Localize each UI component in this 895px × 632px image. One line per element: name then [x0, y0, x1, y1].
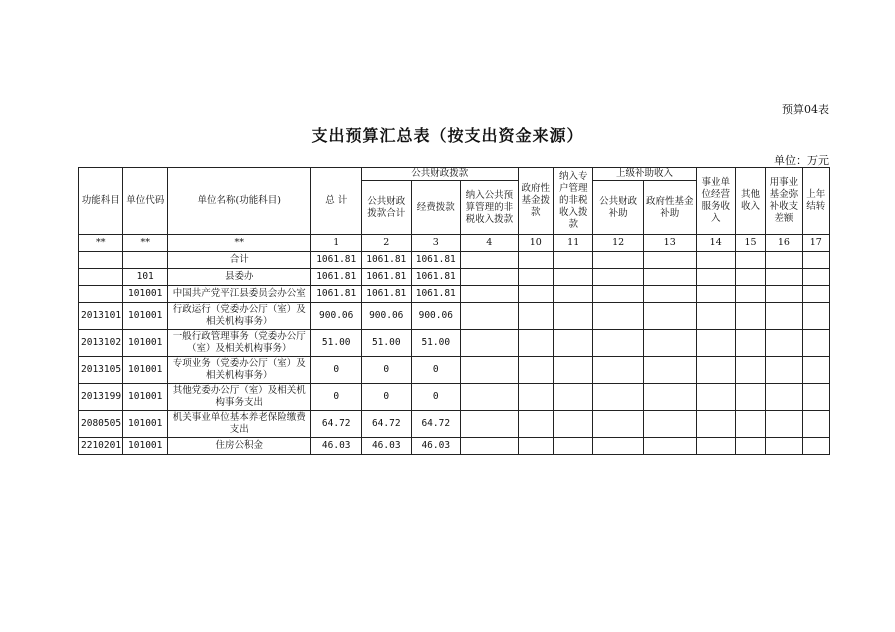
cell-empty — [461, 330, 519, 357]
cell-public-fiscal-sub: 1061.81 — [361, 269, 411, 286]
cell-empty — [643, 303, 696, 330]
cell-func-code: 2080505 — [79, 411, 123, 438]
page-title: 支出预算汇总表（按支出资金来源） — [311, 126, 584, 145]
cell-empty — [735, 269, 765, 286]
header-gov-fund-subsidy: 政府性基金补助 — [643, 181, 696, 235]
cell-expense: 0 — [411, 384, 461, 411]
index-cell: 13 — [643, 235, 696, 252]
cell-empty — [593, 384, 644, 411]
index-cell: ** — [167, 235, 311, 252]
index-cell: 2 — [361, 235, 411, 252]
cell-empty — [518, 252, 553, 269]
header-fund-balance: 用事业基金弥补收支差额 — [766, 168, 802, 235]
cell-public-fiscal-sub: 46.03 — [361, 438, 411, 455]
cell-expense: 46.03 — [411, 438, 461, 455]
cell-total: 1061.81 — [311, 269, 362, 286]
cell-unit-name: 专项业务（党委办公厅（室）及相关机构事务） — [167, 357, 311, 384]
cell-unit-code: 101001 — [123, 411, 167, 438]
cell-empty — [643, 269, 696, 286]
cell-expense: 1061.81 — [411, 286, 461, 303]
table-body — [79, 252, 830, 455]
index-cell: 10 — [518, 235, 553, 252]
cell-empty — [461, 286, 519, 303]
cell-unit-code: 101001 — [123, 438, 167, 455]
cell-empty — [518, 303, 553, 330]
cell-empty — [643, 252, 696, 269]
cell-empty — [802, 330, 829, 357]
cell-total: 1061.81 — [311, 252, 362, 269]
header-public-fiscal-subsidy: 公共财政补助 — [593, 181, 644, 235]
cell-empty — [735, 411, 765, 438]
cell-public-fiscal-sub: 1061.81 — [361, 252, 411, 269]
cell-empty — [802, 286, 829, 303]
header-gov-fund: 政府性基金拨款 — [518, 168, 553, 235]
cell-empty — [696, 252, 735, 269]
cell-empty — [802, 303, 829, 330]
cell-public-fiscal-sub: 0 — [361, 384, 411, 411]
cell-total: 64.72 — [311, 411, 362, 438]
header-nontax-special: 纳入专户管理的非税收入拨款 — [554, 168, 593, 235]
cell-empty — [518, 269, 553, 286]
cell-empty — [766, 303, 802, 330]
index-cell: 12 — [593, 235, 644, 252]
cell-func-code: 2013199 — [79, 384, 123, 411]
table-row — [79, 411, 830, 438]
cell-total: 0 — [311, 384, 362, 411]
table-row — [79, 330, 830, 357]
cell-empty — [461, 384, 519, 411]
index-row — [79, 235, 830, 252]
cell-empty — [518, 286, 553, 303]
cell-func-code: 2013105 — [79, 357, 123, 384]
cell-unit-code: 101 — [123, 269, 167, 286]
cell-empty — [766, 411, 802, 438]
cell-unit-code: 101001 — [123, 303, 167, 330]
cell-empty — [593, 330, 644, 357]
header-superior-subsidy: 上级补助收入 — [593, 168, 696, 181]
index-cell: 15 — [735, 235, 765, 252]
cell-total: 51.00 — [311, 330, 362, 357]
cell-empty — [554, 411, 593, 438]
table-row — [79, 303, 830, 330]
cell-empty — [554, 438, 593, 455]
cell-empty — [735, 252, 765, 269]
cell-empty — [696, 303, 735, 330]
cell-unit-name: 机关事业单位基本养老保险缴费支出 — [167, 411, 311, 438]
cell-empty — [461, 438, 519, 455]
cell-empty — [802, 411, 829, 438]
cell-unit-name: 县委办 — [167, 269, 311, 286]
cell-public-fiscal-sub: 1061.81 — [361, 286, 411, 303]
cell-empty — [766, 269, 802, 286]
header-business-income: 事业单位经营服务收入 — [696, 168, 735, 235]
cell-func-code — [79, 269, 123, 286]
cell-empty — [554, 286, 593, 303]
table-row — [79, 252, 830, 269]
cell-expense: 0 — [411, 357, 461, 384]
header-unit-code: 单位代码 — [123, 168, 167, 235]
cell-empty — [643, 438, 696, 455]
cell-empty — [593, 269, 644, 286]
cell-unit-code: 101001 — [123, 286, 167, 303]
cell-empty — [518, 330, 553, 357]
cell-total: 1061.81 — [311, 286, 362, 303]
cell-empty — [593, 303, 644, 330]
cell-expense: 64.72 — [411, 411, 461, 438]
cell-expense: 1061.81 — [411, 252, 461, 269]
cell-empty — [461, 411, 519, 438]
cell-empty — [593, 357, 644, 384]
header-total: 总 计 — [311, 168, 362, 235]
cell-expense: 1061.81 — [411, 269, 461, 286]
cell-empty — [802, 384, 829, 411]
cell-expense: 51.00 — [411, 330, 461, 357]
index-cell: 3 — [411, 235, 461, 252]
cell-empty — [518, 357, 553, 384]
header-func-code: 功能科目 — [79, 168, 123, 235]
cell-empty — [554, 357, 593, 384]
cell-total: 900.06 — [311, 303, 362, 330]
cell-empty — [802, 269, 829, 286]
cell-func-code: 2013102 — [79, 330, 123, 357]
cell-empty — [766, 286, 802, 303]
cell-empty — [461, 357, 519, 384]
cell-empty — [643, 286, 696, 303]
cell-unit-name: 住房公积金 — [167, 438, 311, 455]
cell-empty — [696, 384, 735, 411]
table-row — [79, 438, 830, 455]
cell-empty — [593, 286, 644, 303]
cell-empty — [735, 438, 765, 455]
cell-func-code: 2210201 — [79, 438, 123, 455]
table-row — [79, 357, 830, 384]
cell-func-code: 2013101 — [79, 303, 123, 330]
table-row — [79, 384, 830, 411]
cell-empty — [554, 384, 593, 411]
cell-empty — [696, 438, 735, 455]
index-cell: 1 — [311, 235, 362, 252]
index-cell: ** — [79, 235, 123, 252]
header-carry-over: 上年结转 — [802, 168, 829, 235]
cell-unit-name: 其他党委办公厅（室）及相关机构事务支出 — [167, 384, 311, 411]
cell-empty — [735, 286, 765, 303]
cell-empty — [554, 303, 593, 330]
header-unit-name: 单位名称(功能科目) — [167, 168, 311, 235]
cell-func-code — [79, 252, 123, 269]
cell-empty — [696, 357, 735, 384]
index-cell: 17 — [802, 235, 829, 252]
cell-total: 0 — [311, 357, 362, 384]
cell-unit-name: 合计 — [167, 252, 311, 269]
cell-empty — [518, 411, 553, 438]
unit-label: 单位：万元 — [774, 154, 829, 167]
index-cell: 14 — [696, 235, 735, 252]
cell-expense: 900.06 — [411, 303, 461, 330]
index-cell: 11 — [554, 235, 593, 252]
cell-empty — [554, 252, 593, 269]
cell-public-fiscal-sub: 0 — [361, 357, 411, 384]
cell-empty — [766, 252, 802, 269]
cell-unit-code: 101001 — [123, 357, 167, 384]
cell-empty — [735, 330, 765, 357]
header-public-fiscal-sub: 公共财政拨款合计 — [361, 181, 411, 235]
cell-func-code — [79, 286, 123, 303]
cell-empty — [461, 303, 519, 330]
cell-unit-name: 行政运行（党委办公厅（室）及相关机构事务） — [167, 303, 311, 330]
cell-empty — [802, 252, 829, 269]
cell-unit-code — [123, 252, 167, 269]
index-cell: 16 — [766, 235, 802, 252]
table-row — [79, 286, 830, 303]
cell-empty — [766, 330, 802, 357]
header-other-income: 其他收入 — [735, 168, 765, 235]
cell-empty — [554, 330, 593, 357]
cell-empty — [554, 269, 593, 286]
cell-unit-name: 中国共产党平江县委员会办公室 — [167, 286, 311, 303]
cell-empty — [696, 330, 735, 357]
cell-empty — [643, 411, 696, 438]
cell-public-fiscal-sub: 64.72 — [361, 411, 411, 438]
table-number-label: 预算04表 — [782, 103, 829, 116]
budget-summary-table — [78, 167, 830, 455]
cell-empty — [593, 252, 644, 269]
cell-empty — [735, 357, 765, 384]
index-cell: ** — [123, 235, 167, 252]
cell-unit-code: 101001 — [123, 330, 167, 357]
header-expense: 经费拨款 — [411, 181, 461, 235]
cell-empty — [518, 384, 553, 411]
header-nontax-public: 纳入公共预算管理的非税收入拨款 — [461, 181, 519, 235]
cell-public-fiscal-sub: 900.06 — [361, 303, 411, 330]
cell-empty — [461, 269, 519, 286]
cell-empty — [802, 357, 829, 384]
cell-empty — [766, 384, 802, 411]
cell-total: 46.03 — [311, 438, 362, 455]
cell-empty — [766, 357, 802, 384]
cell-empty — [643, 330, 696, 357]
header-public-fiscal: 公共财政拨款 — [361, 168, 518, 181]
index-cell: 4 — [461, 235, 519, 252]
cell-empty — [802, 438, 829, 455]
cell-empty — [735, 303, 765, 330]
cell-empty — [518, 438, 553, 455]
cell-empty — [461, 252, 519, 269]
cell-empty — [766, 438, 802, 455]
cell-public-fiscal-sub: 51.00 — [361, 330, 411, 357]
cell-empty — [696, 286, 735, 303]
table-row — [79, 269, 830, 286]
cell-empty — [643, 384, 696, 411]
cell-empty — [593, 438, 644, 455]
cell-empty — [696, 269, 735, 286]
cell-empty — [593, 411, 644, 438]
cell-unit-code: 101001 — [123, 384, 167, 411]
cell-unit-name: 一般行政管理事务（党委办公厅（室）及相关机构事务） — [167, 330, 311, 357]
cell-empty — [696, 411, 735, 438]
cell-empty — [643, 357, 696, 384]
cell-empty — [735, 384, 765, 411]
